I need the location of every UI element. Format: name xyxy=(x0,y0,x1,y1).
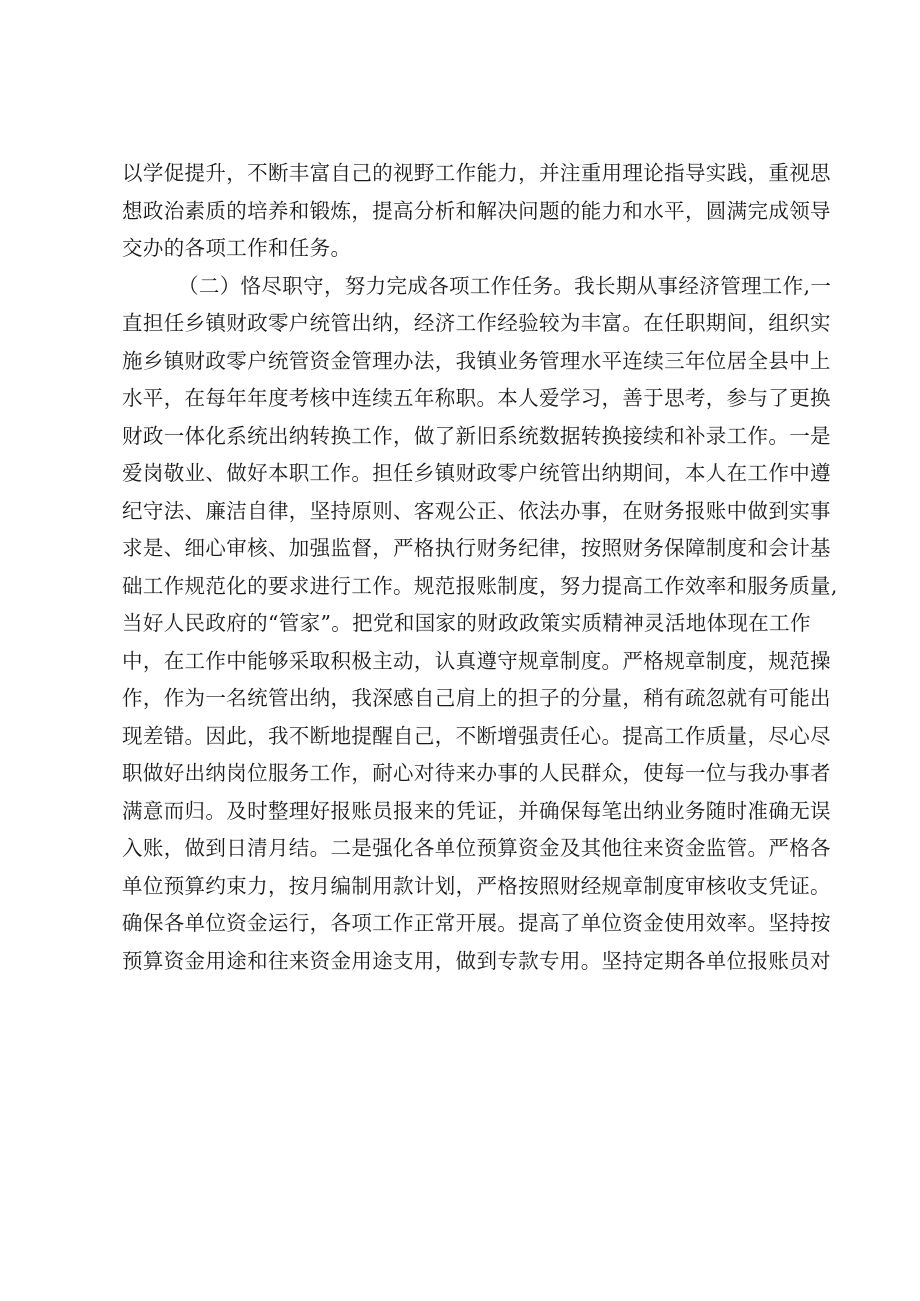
text-line: 求是、细心审核、加强监督，严格执行财务纪律，按照财务保障制度和会计基 xyxy=(122,536,831,560)
text-line: 作，作为一名统管出纳，我深感自己肩上的担子的分量，稍有疏忽就有可能出 xyxy=(122,686,831,710)
text-line: 纪守法、廉洁自律，坚持原则、客观公正、依法办事，在财务报账中做到实事 xyxy=(122,498,831,523)
text-line: 础工作规范化的要求进行工作。规范报账制度，努力提高工作效率和服务质量, xyxy=(122,573,838,598)
text-line: 爱岗敬业、做好本职工作。担任乡镇财政零户统管出纳期间，本人在工作中遵 xyxy=(122,461,831,485)
text-line: 以学促提升，不断丰富自己的视野工作能力，并注重用理论指导实践，重视思 xyxy=(122,161,831,185)
text-line: 水平，在每年年度考核中连续五年称职。本人爱学习，善于思考，参与了更换 xyxy=(122,386,831,410)
text-line: 直担任乡镇财政零户统管出纳，经济工作经验较为丰富。在任职期间，组织实 xyxy=(122,311,831,335)
text-line: 想政治素质的培养和锻炼，提高分析和解决问题的能力和水平，圆满完成领导 xyxy=(122,198,831,223)
text-line: （二）恪尽职守，努力完成各项工作任务。我长期从事经济管理工作,一 xyxy=(178,273,832,298)
text-line: 交办的各项工作和任务。 xyxy=(122,236,352,260)
text-line: 财政一体化系统出纳转换工作，做了新旧系统数据转换接续和补录工作。一是 xyxy=(122,423,831,448)
text-line: 中，在工作中能够采取积极主动，认真遵守规章制度。严格规章制度，规范操 xyxy=(122,648,831,673)
text-line: 现差错。因此，我不断地提醒自己，不断增强责任心。提高工作质量，尽心尽 xyxy=(122,723,831,748)
text-line: 预算资金用途和往来资金用途支用，做到专款专用。坚持定期各单位报账员对 xyxy=(122,948,831,973)
text-line: 入账，做到日清月结。二是强化各单位预算资金及其他往来资金监管。严格各 xyxy=(122,836,831,860)
text-line: 施乡镇财政零户统管资金管理办法，我镇业务管理水平连续三年位居全县中上 xyxy=(122,348,831,373)
text-line: 单位预算约束力，按月编制用款计划，严格按照财经规章制度审核收支凭证。 xyxy=(122,873,831,898)
text-line: 当好人民政府的“管家”。把党和国家的财政政策实质精神灵活地体现在工作 xyxy=(122,611,811,635)
body-text xyxy=(122,155,838,980)
text-line: 职做好出纳岗位服务工作，耐心对待来办事的人民群众，使每一位与我办事者 xyxy=(122,761,831,785)
paragraph-1 xyxy=(122,155,831,268)
paragraph-2 xyxy=(122,268,838,981)
text-line: 确保各单位资金运行，各项工作正常开展。提高了单位资金使用效率。坚持按 xyxy=(122,911,831,935)
text-line: 满意而归。及时整理好报账员报来的凭证，并确保每笔出纳业务随时准确无误 xyxy=(122,798,831,823)
